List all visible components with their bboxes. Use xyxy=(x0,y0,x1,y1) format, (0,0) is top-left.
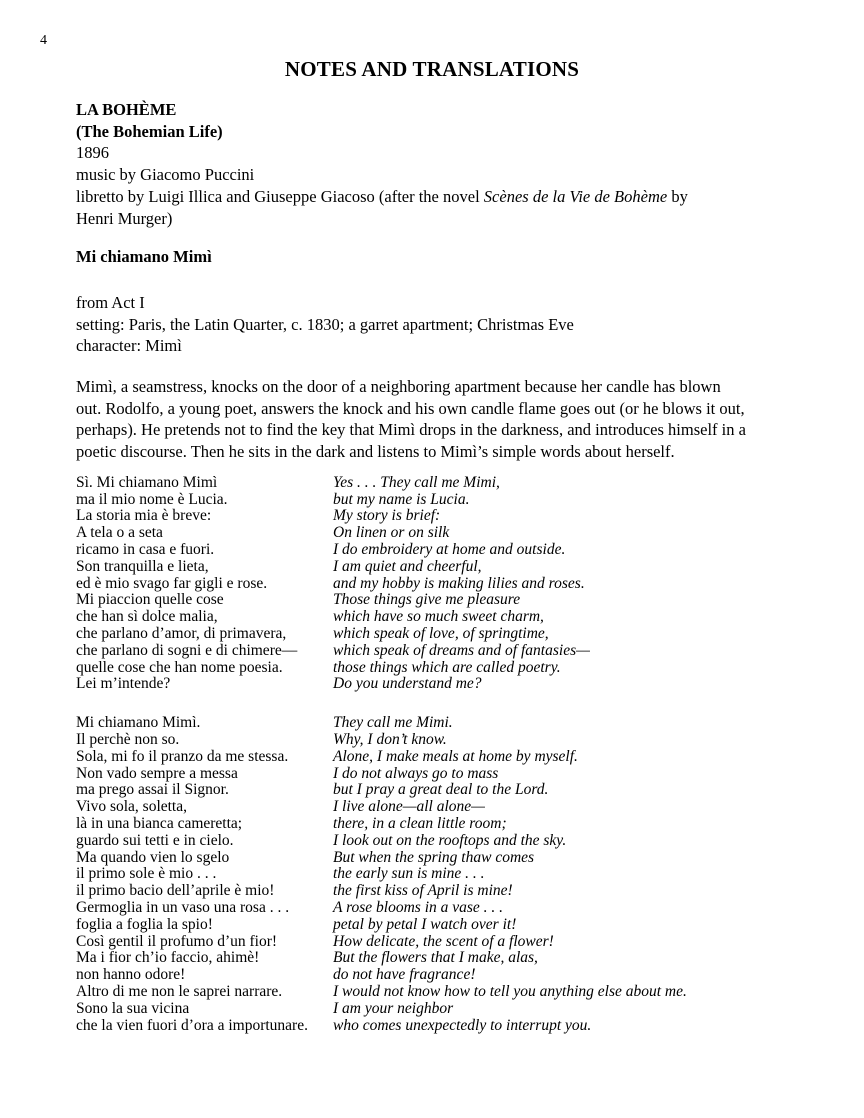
lyric-line-italian: che la vien fuori d’ora a importunare. xyxy=(76,1016,308,1034)
work-subtitle: (The Bohemian Life) xyxy=(76,121,223,141)
lyric-line-english: who comes unexpectedly to interrupt you. xyxy=(333,1016,592,1034)
lyric-line-english: I would not know how to tell you anything else about me. xyxy=(333,982,687,1000)
lyrics-stanza-2 xyxy=(76,715,788,1034)
lyric-line-english: which have so much sweet charm, xyxy=(333,608,544,626)
lyric-line-italian: il primo bacio dell’aprile è mio! xyxy=(76,882,275,900)
lyric-line-italian: Altro di me non le saprei narrare. xyxy=(76,982,283,1000)
aria-metadata xyxy=(76,292,788,357)
lyric-line-italian: guardo sui tetti e in cielo. xyxy=(76,831,234,849)
lyric-line-english: Those things give me pleasure xyxy=(333,591,521,609)
lyric-line-english: On linen or on silk xyxy=(333,524,450,542)
lyric-line-english: I do not always go to mass xyxy=(333,764,499,782)
work-header xyxy=(76,99,788,229)
lyric-line-english: I live alone—all alone— xyxy=(333,798,485,816)
aria-setting: setting: Paris, the Latin Quarter, c. 1830; a garret apartment; Christmas Eve xyxy=(76,314,574,334)
lyric-line-english: My story is brief: xyxy=(333,507,441,525)
english-column-stanza-1 xyxy=(333,475,788,693)
lyric-line-english: there, in a clean little room; xyxy=(333,814,507,832)
lyric-line-english: I look out on the rooftops and the sky. xyxy=(333,831,567,849)
lyric-line-italian: Lei m’intende? xyxy=(76,675,171,693)
libretto-credit-prefix: libretto by Luigi Illica and Giuseppe Giacoso (after the novel xyxy=(76,186,484,206)
lyric-line-italian: quelle cose che han nome poesia. xyxy=(76,658,283,676)
lyric-line-italian: Mi chiamano Mimì. xyxy=(76,714,201,732)
lyric-line-english: which speak of love, of springtime, xyxy=(333,625,549,643)
aria-character: character: Mimì xyxy=(76,336,182,356)
lyric-line-italian: che han sì dolce malia, xyxy=(76,608,218,626)
italian-column-stanza-2 xyxy=(76,715,333,1034)
lyric-line-english: Do you understand me? xyxy=(333,675,482,693)
lyric-line-english: But the flowers that I make, alas, xyxy=(333,949,538,967)
lyric-line-italian: Sì. Mi chiamano Mimì xyxy=(76,473,218,491)
lyric-line-english: I am your neighbor xyxy=(333,999,454,1017)
lyric-line-italian: ma prego assai il Signor. xyxy=(76,781,229,799)
synopsis-line: out. Rodolfo, a young poet, answers the knock and his own candle flame goes out (or he blows it out, xyxy=(76,398,745,418)
lyric-line-italian: foglia a foglia la spio! xyxy=(76,915,213,933)
document-title: NOTES AND TRANSLATIONS xyxy=(284,57,580,81)
novel-title-italic: Scènes de la Vie de Bohème xyxy=(483,186,668,206)
lyric-line-italian: La storia mia è breve: xyxy=(76,507,212,525)
lyric-line-english: those things which are called poetry. xyxy=(333,658,561,676)
lyric-line-italian: Mi piaccion quelle cose xyxy=(76,591,224,609)
lyric-line-italian: A tela o a seta xyxy=(76,524,163,542)
lyric-line-italian: Son tranquilla e lieta, xyxy=(76,557,209,575)
lyric-line-english: I do embroidery at home and outside. xyxy=(333,541,566,559)
synopsis-line: Mimì, a seamstress, knocks on the door of a neighboring apartment because her candle has blown xyxy=(76,377,721,397)
lyric-line-english: and my hobby is making lilies and roses. xyxy=(333,574,585,592)
lyric-line-english: How delicate, the scent of a flower! xyxy=(333,932,554,950)
lyric-line-italian: Ma i fior ch’io faccio, ahimè! xyxy=(76,949,260,967)
lyric-line-english: do not have fragrance! xyxy=(333,966,476,984)
music-credit: music by Giacomo Puccini xyxy=(76,165,255,185)
english-column-stanza-2 xyxy=(333,715,788,1034)
synopsis-line: perhaps). He pretends not to find the key that Mimì drops in the darkness, and introduces himself in a xyxy=(76,420,746,440)
lyric-line-english: Alone, I make meals at home by myself. xyxy=(333,747,578,765)
lyric-line-italian: ed è mio svago far gigli e rose. xyxy=(76,574,268,592)
work-year: 1896 xyxy=(76,143,109,163)
lyric-line-italian: che parlano d’amor, di primavera, xyxy=(76,625,287,643)
lyric-line-english: I am quiet and cheerful, xyxy=(333,557,482,575)
lyric-line-italian: non hanno odore! xyxy=(76,966,186,984)
lyric-line-english: the first kiss of April is mine! xyxy=(333,882,513,900)
libretto-credit-suffix: by xyxy=(667,186,688,206)
lyric-line-english: Why, I don’t know. xyxy=(333,731,447,748)
lyric-line-italian: Vivo sola, soletta, xyxy=(76,798,187,816)
lyric-line-english: but I pray a great deal to the Lord. xyxy=(333,781,549,799)
libretto-credit-continuation: Henri Murger) xyxy=(76,208,173,228)
lyrics-stanza-1 xyxy=(76,475,788,693)
synopsis xyxy=(76,376,788,463)
lyric-line-italian: ricamo in casa e fuori. xyxy=(76,541,215,559)
libretto-credit xyxy=(76,186,788,208)
lyric-line-italian: Il perchè non so. xyxy=(76,731,180,748)
aria-act: from Act I xyxy=(76,292,145,312)
lyric-line-english: They call me Mimi. xyxy=(333,714,453,732)
lyric-line-english: A rose blooms in a vase . . . xyxy=(333,898,504,916)
lyric-line-italian: Ma quando vien lo sgelo xyxy=(76,848,230,866)
synopsis-line: poetic discourse. Then he sits in the dark and listens to Mimì’s simple words about herself. xyxy=(76,442,675,462)
lyric-line-italian: là in una bianca cameretta; xyxy=(76,814,243,832)
lyric-line-italian: Sola, mi fo il pranzo da me stessa. xyxy=(76,747,289,765)
lyric-line-italian: Non vado sempre a messa xyxy=(76,764,238,782)
aria-title: Mi chiamano Mimì xyxy=(76,247,212,267)
lyric-line-italian: Germoglia in un vaso una rosa . . . xyxy=(76,898,290,916)
lyric-line-italian: il primo sole è mio . . . xyxy=(76,865,217,883)
page-number: 4 xyxy=(40,33,47,48)
italian-column-stanza-1 xyxy=(76,475,333,693)
lyric-line-english: petal by petal I watch over it! xyxy=(333,915,517,933)
lyric-line-italian: ma il mio nome è Lucia. xyxy=(76,490,228,508)
lyric-line-english: But when the spring thaw comes xyxy=(333,848,535,866)
lyric-line-english: the early sun is mine . . . xyxy=(333,865,485,883)
lyric-line-english: Yes . . . They call me Mimi, xyxy=(333,473,500,491)
page-content xyxy=(76,99,788,1034)
lyric-line-italian: Sono la sua vicina xyxy=(76,999,190,1017)
lyric-line-english: but my name is Lucia. xyxy=(333,490,470,508)
lyric-line-italian: che parlano di sogni e di chimere— xyxy=(76,641,298,659)
lyric-line-english: which speak of dreams and of fantasies— xyxy=(333,641,590,659)
lyric-line-italian: Così gentil il profumo d’un fior! xyxy=(76,932,278,950)
work-title: LA BOHÈME xyxy=(76,100,177,119)
